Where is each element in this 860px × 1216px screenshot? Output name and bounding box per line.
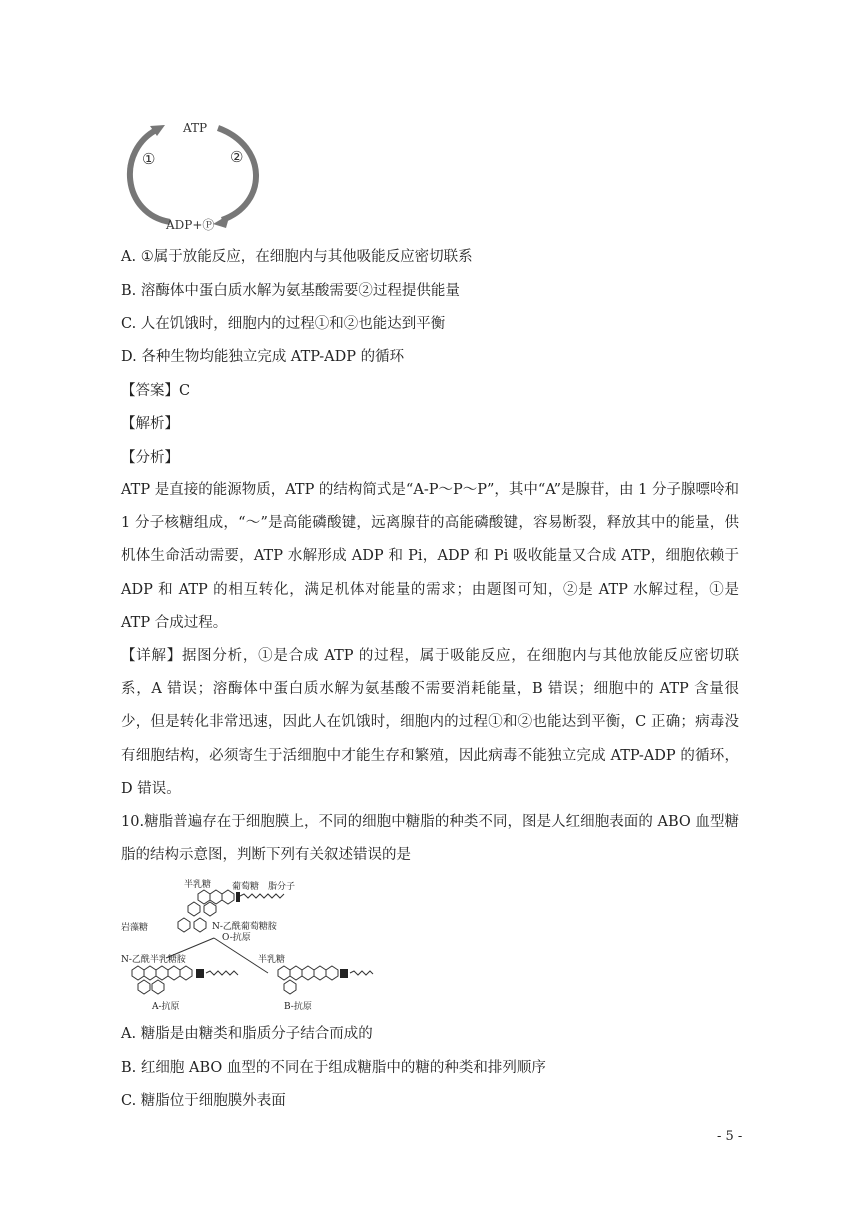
q9-option-c: C. 人在饥饿时，细胞内的过程①和②也能达到平衡 xyxy=(121,316,446,332)
hexagon xyxy=(278,966,290,980)
hexagon xyxy=(302,966,314,980)
hexagon xyxy=(152,980,164,994)
q9-fenxi-heading: 【分析】 xyxy=(121,450,179,466)
q10-option-a: A. 糖脂是由糖类和脂质分子结合而成的 xyxy=(121,1026,373,1042)
galactose-label: 半乳糖 xyxy=(184,880,212,890)
lipid-chain xyxy=(350,971,373,975)
o-antigen-label: O-抗原 xyxy=(222,933,251,943)
hexagon xyxy=(194,918,206,932)
cycle-arrow-left xyxy=(130,129,170,222)
glycerol-block xyxy=(236,892,240,902)
hexagon xyxy=(314,966,326,980)
glycerol-block xyxy=(340,969,348,978)
hexagon xyxy=(156,966,168,980)
process-2-label: ② xyxy=(230,148,244,166)
abo-glycolipid-figure xyxy=(118,878,374,1018)
hexagon xyxy=(222,890,234,904)
hexagon xyxy=(198,890,210,904)
q9-answer: 【答案】C xyxy=(121,383,191,399)
process-1-label: ① xyxy=(142,150,156,168)
hexagon xyxy=(138,980,150,994)
atp-label: ATP xyxy=(183,121,208,135)
hexagon xyxy=(284,980,296,994)
page-number: - 5 - xyxy=(717,1129,743,1144)
hexagon xyxy=(210,890,222,904)
q9-fenxi-paragraph: ATP 是直接的能源物质，ATP 的结构简式是“A-P～P～P”，其中“A”是腺苷，由 1 分子腺嘌呤和 1 分子核糖组成，“～”是高能磷酸键，远离腺苷的高能磷酸键，容易断裂，释放其中的能量，供机体生命活动需要，ATP 水解形成 ADP 和 Pi，ADP 和 Pi 吸收能量又合成 ATP，细胞依赖于 ADP 和 ATP 的相互转化，满足机体对能量的需求；由题图可知，②是 ATP 水解过程，①是 ATP 合成过程。 xyxy=(121,482,740,631)
q10-option-b: B. 红细胞 ABO 血型的不同在于组成糖脂中的糖的种类和排列顺序 xyxy=(121,1060,546,1076)
hexagon xyxy=(178,918,190,932)
q9-option-a: A. ①属于放能反应，在细胞内与其他吸能反应密切联系 xyxy=(121,249,473,265)
hexagon xyxy=(168,966,180,980)
q9-option-b: B. 溶酶体中蛋白质水解为氨基酸需要②过程提供能量 xyxy=(121,283,460,299)
lipid-chain xyxy=(206,971,238,975)
a-antigen-label: A-抗原 xyxy=(152,1002,180,1012)
fucose-label: 岩藻糖 xyxy=(121,923,149,933)
cycle-arrow-right xyxy=(218,128,256,220)
glycerol-block xyxy=(196,969,204,978)
hexagon xyxy=(132,966,144,980)
q9-detail-paragraph: 【详解】据图分析，①是合成 ATP 的过程，属于吸能反应，在细胞内与其他放能反应密切联系，A 错误；溶酶体中蛋白质水解为氨基酸不需要消耗能量，B 错误；细胞中的 ATP 含量很少，但是转化非常迅速，因此人在饥饿时，细胞内的过程①和②也能达到平衡，C 正确；病毒没有细胞结构，必须寄生于活细胞中才能生存和繁殖，因此病毒不能独立完成 ATP-ADP 的循环，D 错误。 xyxy=(121,648,739,797)
hexagon xyxy=(188,902,200,916)
arrowhead-right-icon xyxy=(213,214,230,228)
q9-analysis-heading: 【解析】 xyxy=(121,416,179,432)
n-acetylgalactosamine-label: N-乙酰半乳糖胺 xyxy=(121,955,186,965)
hexagon xyxy=(326,966,338,980)
galactose-b-label: 半乳糖 xyxy=(258,955,286,965)
q10-option-c: C. 糖脂位于细胞膜外表面 xyxy=(121,1093,286,1109)
adp-pi-label: ADP+Ⓟ xyxy=(166,218,215,232)
q9-option-d: D. 各种生物均能独立完成 ATP-ADP 的循环 xyxy=(121,349,405,365)
hexagon xyxy=(204,902,216,916)
n-acetylglucosamine-label: N-乙酰葡萄糖胺 xyxy=(212,922,277,932)
lipid-label: 脂分子 xyxy=(268,882,296,892)
b-antigen-label: B-抗原 xyxy=(284,1002,312,1012)
atp-adp-cycle-figure xyxy=(118,116,270,234)
hexagon xyxy=(290,966,302,980)
hexagon xyxy=(180,966,192,980)
glucose-label: 葡萄糖 xyxy=(232,882,260,892)
hexagon xyxy=(144,966,156,980)
lipid-chain xyxy=(240,894,284,898)
q10-stem: 10.糖脂普遍存在于细胞膜上，不同的细胞中糖脂的种类不同，图是人红细胞表面的 ABO 血型糖脂的结构示意图，判断下列有关叙述错误的是 xyxy=(121,814,739,864)
